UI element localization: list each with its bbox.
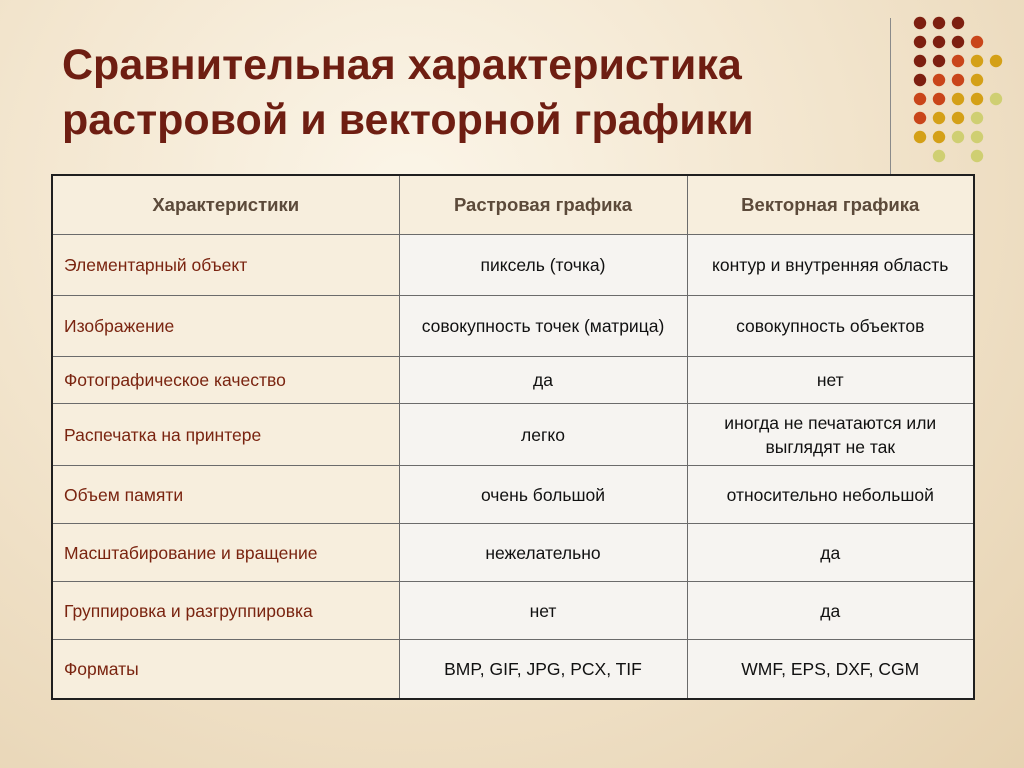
decorative-dot [914, 55, 926, 67]
decorative-dot [933, 112, 945, 124]
header-characteristics: Характеристики [52, 175, 399, 235]
table-row [52, 582, 974, 640]
raster-cell: легко [399, 404, 687, 466]
table-row [52, 466, 974, 524]
decorative-dot [971, 150, 983, 162]
decorative-dot [952, 93, 964, 105]
vector-cell: относительно небольшой [687, 466, 974, 524]
decorative-dot [971, 112, 983, 124]
row-label: Распечатка на принтере [52, 404, 399, 466]
row-label: Форматы [52, 640, 399, 699]
decorative-dot [933, 150, 945, 162]
decorative-dot-grid [0, 0, 1024, 200]
header-raster-graphics: Растровая графика [399, 175, 687, 235]
header-vector-graphics: Векторная графика [687, 175, 974, 235]
decorative-dot [971, 55, 983, 67]
table-row [52, 524, 974, 582]
decorative-dot [952, 36, 964, 48]
row-label: Изображение [52, 296, 399, 357]
slide-title-line-2: растровой и векторной графики [62, 96, 754, 144]
raster-cell: нежелательно [399, 524, 687, 582]
comparison-table-container [51, 174, 973, 700]
table-row [52, 640, 974, 699]
decorative-dot [952, 17, 964, 29]
vector-cell: нет [687, 357, 974, 404]
raster-cell: очень большой [399, 466, 687, 524]
decorative-dot [971, 131, 983, 143]
table-row [52, 357, 974, 404]
decorative-dot [914, 74, 926, 86]
row-label: Группировка и разгруппировка [52, 582, 399, 640]
decorative-dot [952, 131, 964, 143]
decorative-dot [933, 55, 945, 67]
decorative-dot [933, 36, 945, 48]
raster-cell: пиксель (точка) [399, 235, 687, 296]
vector-cell: WMF, EPS, DXF, CGM [687, 640, 974, 699]
row-label: Объем памяти [52, 466, 399, 524]
vector-cell: контур и внутренняя область [687, 235, 974, 296]
slide-title-line-1: Сравнительная характеристика [62, 41, 742, 89]
vector-cell: да [687, 582, 974, 640]
decorative-dot [914, 36, 926, 48]
decorative-dot [933, 74, 945, 86]
decorative-dot [914, 93, 926, 105]
decorative-dot [952, 112, 964, 124]
vector-cell: да [687, 524, 974, 582]
raster-cell: BMP, GIF, JPG, PCX, TIF [399, 640, 687, 699]
table-header-row [52, 175, 974, 235]
table-row [52, 296, 974, 357]
row-label: Фотографическое качество [52, 357, 399, 404]
decorative-dot [933, 131, 945, 143]
decorative-dot [971, 36, 983, 48]
decorative-dot [914, 17, 926, 29]
comparison-table [51, 174, 975, 700]
raster-cell: да [399, 357, 687, 404]
decorative-dot [990, 55, 1002, 67]
table-row [52, 404, 974, 466]
decorative-dot [952, 74, 964, 86]
raster-cell: нет [399, 582, 687, 640]
decorative-dot [933, 17, 945, 29]
raster-cell: совокупность точек (матрица) [399, 296, 687, 357]
decorative-dot [971, 74, 983, 86]
vector-cell: совокупность объектов [687, 296, 974, 357]
decorative-dot [914, 112, 926, 124]
decorative-dot [971, 93, 983, 105]
decorative-dot [914, 131, 926, 143]
decorative-dot [933, 93, 945, 105]
row-label: Масштабирование и вращение [52, 524, 399, 582]
vector-cell: иногда не печатаются или выглядят не так [687, 404, 974, 466]
decorative-dot [952, 55, 964, 67]
decorative-dot [990, 93, 1002, 105]
row-label: Элементарный объект [52, 235, 399, 296]
table-row [52, 235, 974, 296]
